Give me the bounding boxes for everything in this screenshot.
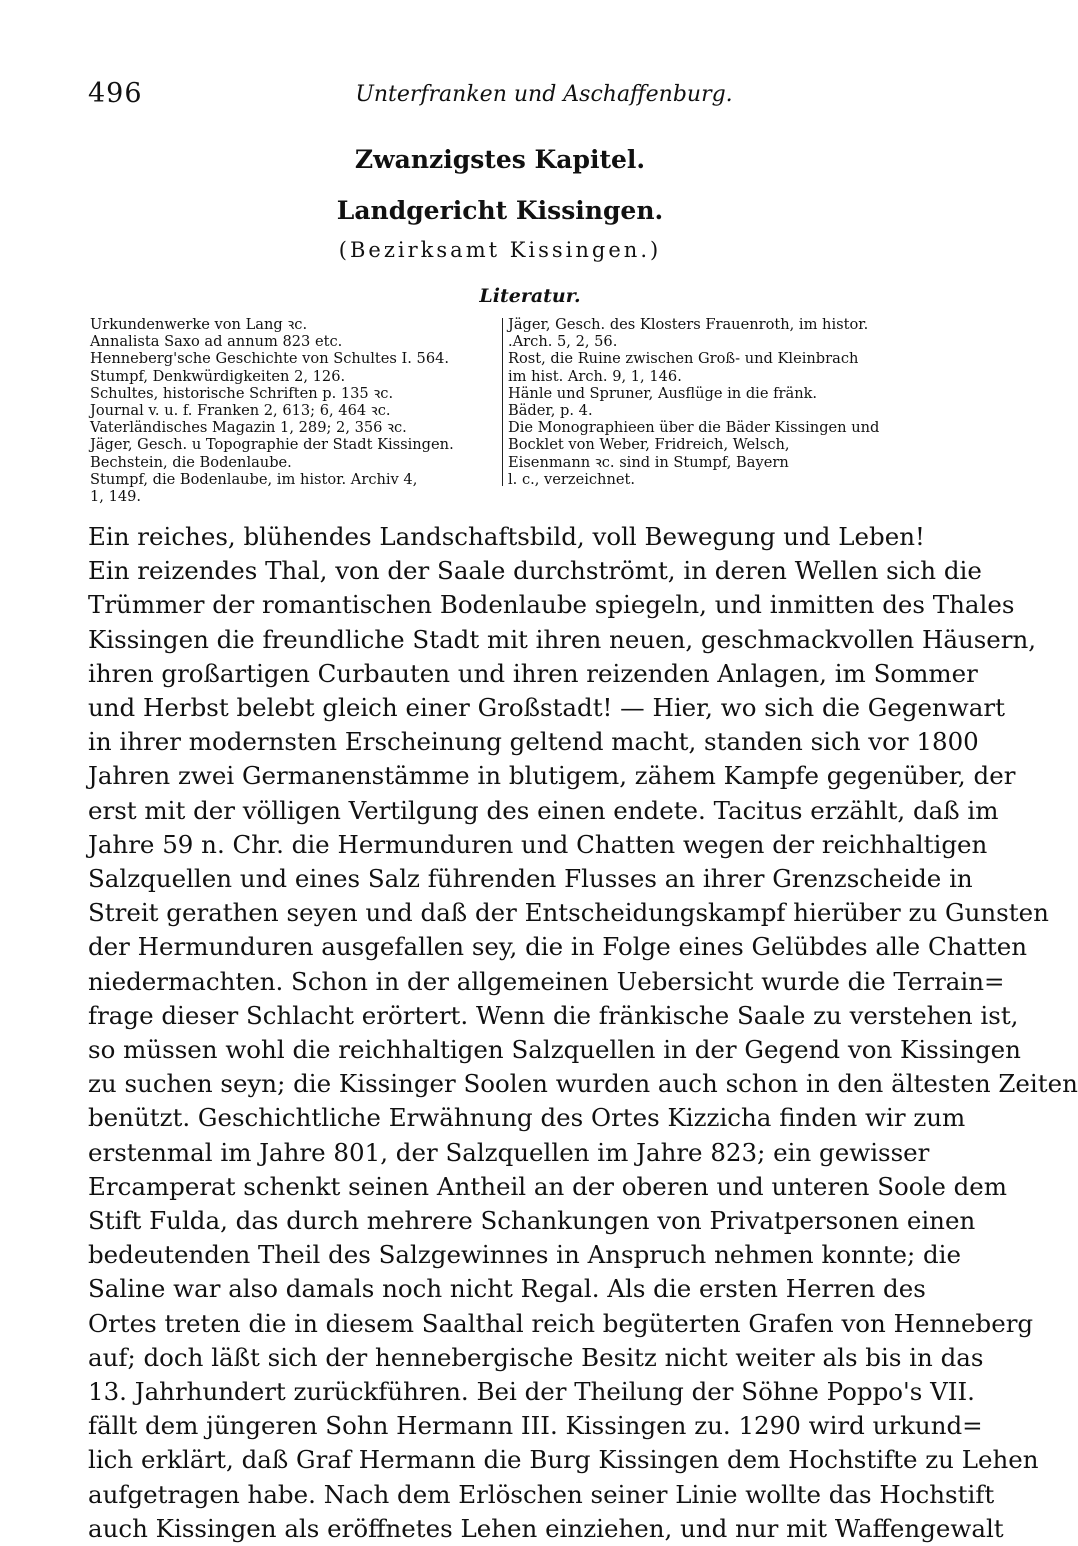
body-line: niedermachten. Schon in der allgemeinen Uebersicht wurde die Terrain=: [88, 966, 1005, 996]
body-line: benützt. Geschichtliche Erwähnung des Ortes Kizzicha finden wir zum: [88, 1103, 966, 1133]
body-line: auf; doch läßt sich der hennebergische Besitz nicht weiter als bis in das: [88, 1342, 984, 1372]
body-paragraph: [88, 520, 1078, 1546]
page-header: [88, 78, 930, 118]
body-line: Ortes treten die in diesem Saalthal reich begüterten Grafen von Henneberg: [88, 1308, 1034, 1338]
literature-entry: Bäder, p. 4.: [508, 402, 593, 420]
body-line: Kissingen die freundliche Stadt mit ihren neuen, geschmackvollen Häusern,: [88, 624, 1037, 654]
chapter-title: Zwanzigstes Kapitel.: [354, 145, 646, 174]
body-line: Stift Fulda, das durch mehrere Schankungen von Privatpersonen einen: [88, 1206, 976, 1236]
body-line: Ein reizendes Thal, von der Saale durchströmt, in deren Wellen sich die: [88, 556, 982, 586]
literature-entry: Bocklet von Weber, Fridreich, Welsch,: [508, 436, 790, 454]
body-line: bedeutenden Theil des Salzgewinnes in Anspruch nehmen konnte; die: [88, 1240, 962, 1270]
literature-entry: Journal v. u. f. Franken 2, 613; 6, 464 ꝛc.: [90, 402, 391, 420]
literature-entry: l. c., verzeichnet.: [508, 470, 635, 488]
body-line: in ihrer modernsten Erscheinung geltend macht, standen sich vor 1800: [88, 727, 979, 757]
body-line: erst mit der völligen Vertilgung des einen endete. Tacitus erzählt, daß im: [88, 795, 999, 825]
section-title: Landgericht Kissingen.: [336, 196, 664, 225]
page-number: 496: [88, 78, 143, 109]
body-line: Jahre 59 n. Chr. die Hermunduren und Chatten wegen der reichhaltigen: [88, 829, 988, 859]
column-divider: [502, 318, 503, 486]
body-line: frage dieser Schlacht erörtert. Wenn die fränkische Saale zu verstehen ist,: [88, 1000, 1019, 1030]
literature-entry: Die Monographieen über die Bäder Kissingen und: [508, 419, 880, 437]
literature-entry: .Arch. 5, 2, 56.: [508, 333, 618, 351]
literature-left-column: [90, 316, 498, 505]
body-line: aufgetragen habe. Nach dem Erlöschen seiner Linie wollte das Hochstift: [88, 1479, 995, 1509]
body-line: auch Kissingen als eröffnetes Lehen einziehen, und nur mit Waffengewalt: [88, 1513, 1004, 1543]
running-head: Unterfranken und Aschaffenburg.: [355, 82, 733, 107]
section-subtitle: (Bezirksamt Kissingen.): [338, 238, 662, 262]
literature-list: [90, 316, 920, 516]
literature-entry: Rost, die Ruine zwischen Groß- und Kleinbrach: [508, 350, 859, 368]
literature-entry: im hist. Arch. 9, 1, 146.: [508, 367, 682, 385]
body-line: Streit gerathen seyen und daß der Entscheidungskampf hierüber zu Gunsten: [88, 898, 1049, 928]
body-line: zu suchen seyn; die Kissinger Soolen wurden auch schon in den ältesten Zeiten: [88, 1069, 1078, 1099]
literature-entry: Henneberg'sche Geschichte von Schultes I. 564.: [90, 350, 450, 368]
literature-entry: Urkundenwerke von Lang ꝛc.: [90, 316, 308, 333]
literature-heading: Literatur.: [479, 285, 581, 307]
body-line: der Hermunduren ausgefallen sey, die in Folge eines Gelübdes alle Chatten: [88, 932, 1028, 962]
body-line: und Herbst belebt gleich einer Großstadt! — Hier, wo sich die Gegenwart: [88, 693, 1005, 723]
body-line: Ein reiches, blühendes Landschaftsbild, voll Bewegung und Leben!: [88, 522, 925, 551]
body-line: Trümmer der romantischen Bodenlaube spiegeln, und inmitten des Thales: [88, 590, 1015, 620]
body-line: Ercamperat schenkt seinen Antheil an der oberen und unteren Soole dem: [88, 1171, 1008, 1201]
literature-entry: Jäger, Gesch. des Klosters Frauenroth, im histor.: [508, 316, 869, 333]
literature-entry: Hänle und Spruner, Ausflüge in die fränk.: [508, 384, 818, 402]
literature-entry: 1, 149.: [90, 488, 142, 506]
body-line: Saline war also damals noch nicht Regal. Als die ersten Herren des: [88, 1274, 926, 1304]
literature-entry: Jäger, Gesch. u Topographie der Stadt Kissingen.: [90, 436, 454, 454]
literature-entry: Bechstein, die Bodenlaube.: [90, 453, 292, 471]
body-line: 13. Jahrhundert zurückführen. Bei der Theilung der Söhne Poppo's VII.: [88, 1377, 975, 1407]
literature-entry: Stumpf, Denkwürdigkeiten 2, 126.: [90, 367, 346, 385]
body-line: Jahren zwei Germanenstämme in blutigem, zähem Kampfe gegenüber, der: [88, 761, 1016, 791]
body-line: so müssen wohl die reichhaltigen Salzquellen in der Gegend von Kissingen: [88, 1035, 1021, 1065]
literature-entry: Schultes, historische Schriften p. 135 ꝛc.: [90, 384, 394, 402]
literature-entry: Annalista Saxo ad annum 823 etc.: [90, 333, 343, 351]
body-line: fällt dem jüngeren Sohn Hermann III. Kissingen zu. 1290 wird urkund=: [88, 1411, 983, 1441]
body-line: Salzquellen und eines Salz führenden Flusses an ihrer Grenzscheide in: [88, 864, 973, 894]
body-line: lich erklärt, daß Graf Hermann die Burg Kissingen dem Hochstifte zu Lehen: [88, 1445, 1039, 1475]
body-line: ihren großartigen Curbauten und ihren reizenden Anlagen, im Sommer: [88, 658, 978, 688]
literature-entry: Vaterländisches Magazin 1, 289; 2, 356 ꝛc.: [90, 419, 407, 437]
body-line: erstenmal im Jahre 801, der Salzquellen im Jahre 823; ein gewisser: [88, 1137, 930, 1167]
literature-right-column: [508, 316, 920, 488]
literature-entry: Eisenmann ꝛc. sind in Stumpf, Bayern: [508, 453, 789, 471]
literature-entry: Stumpf, die Bodenlaube, im histor. Archiv 4,: [90, 470, 418, 488]
